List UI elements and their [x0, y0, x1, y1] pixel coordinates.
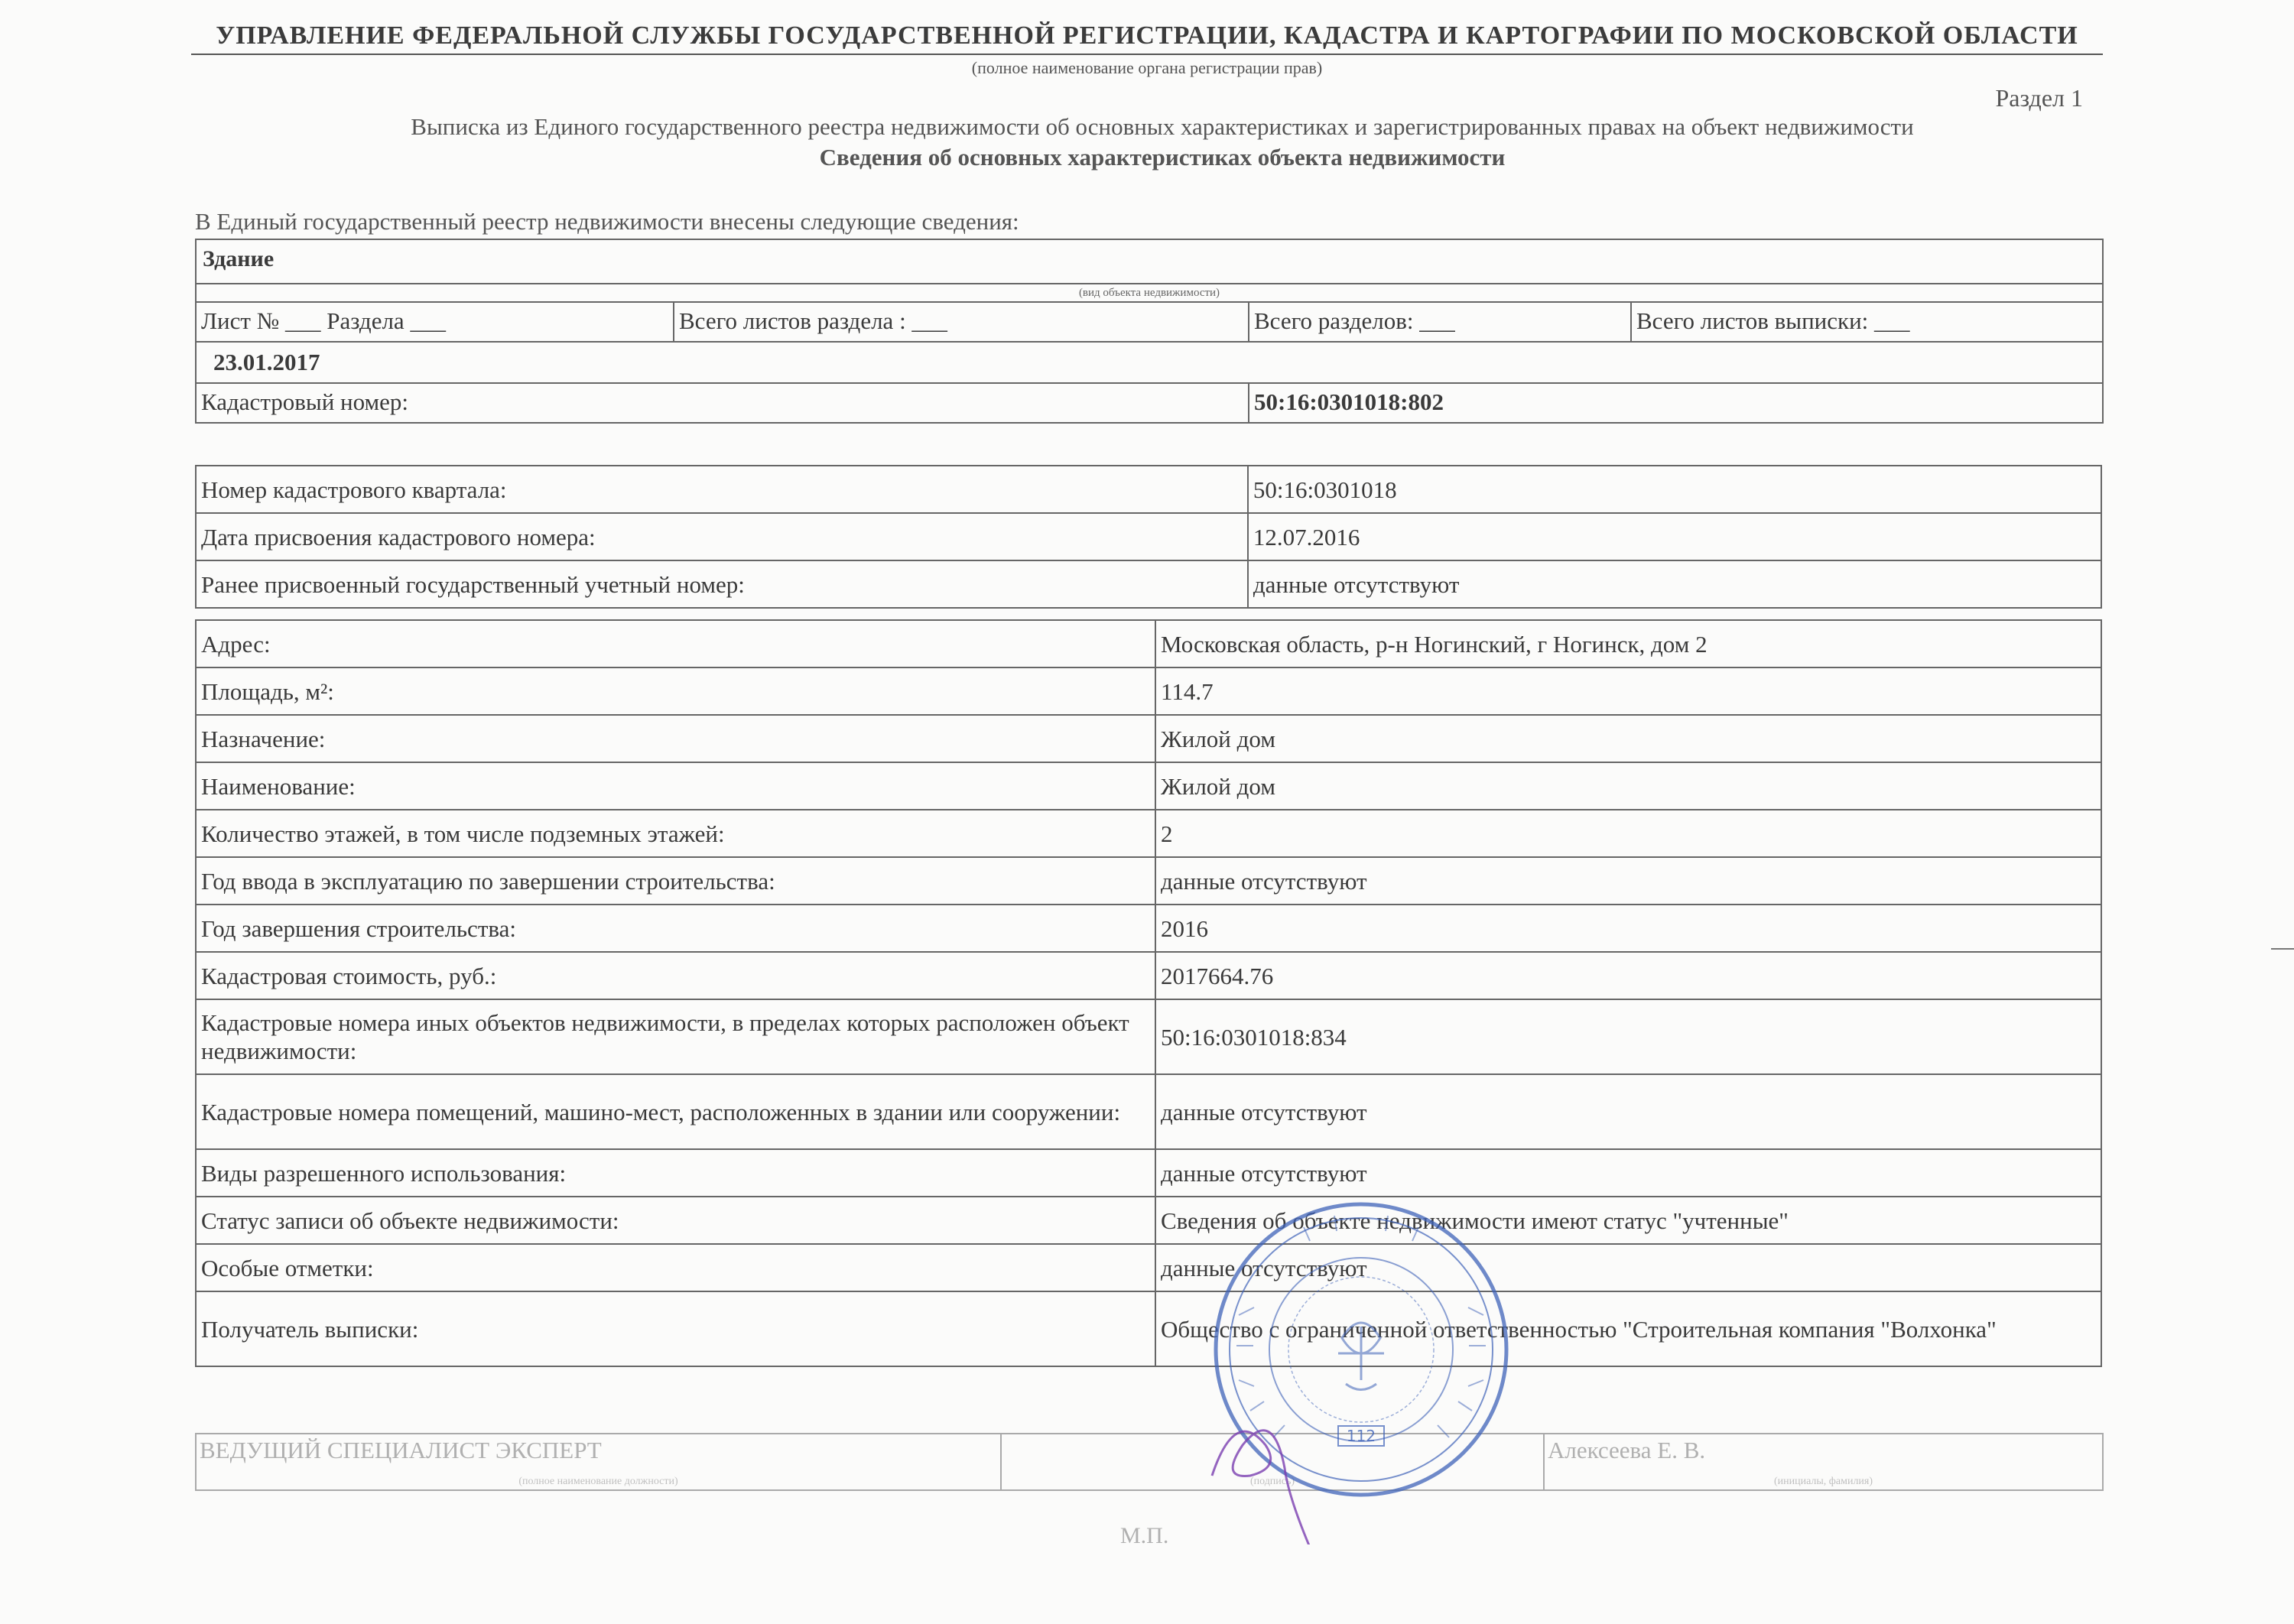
row-value: 12.07.2016	[1248, 513, 2101, 560]
row-value: данные отсутствуют	[1155, 857, 2101, 905]
table-row	[196, 715, 2101, 762]
total-extract-sheets: Всего листов выписки: ___	[1636, 307, 1910, 334]
row-value: данные отсутствуют	[1155, 1244, 2101, 1291]
registry-table	[195, 465, 2102, 609]
row-label: Особые отметки:	[196, 1244, 1155, 1291]
table-row	[196, 1197, 2101, 1244]
table-row	[196, 1244, 2101, 1291]
row-label: Назначение:	[196, 715, 1155, 762]
cadastral-number-value: 50:16:0301018:802	[1254, 388, 1444, 415]
table-row	[196, 810, 2101, 857]
row-label: Кадастровые номера помещений, машино-мест, расположенных в здании или сооружении:	[196, 1074, 1155, 1149]
intro-text: В Единый государственный реестр недвижимости внесены следующие сведения:	[195, 208, 1019, 235]
row-label: Номер кадастрового квартала:	[196, 466, 1248, 513]
object-type: Здание	[197, 240, 2102, 284]
row-value: 2016	[1155, 905, 2101, 952]
extract-title: Выписка из Единого государственного реестра недвижимости об основных характеристиках и зарегистрированных правах на объект недвижимости	[411, 113, 1914, 140]
table-row	[196, 1291, 2101, 1366]
table-row	[196, 999, 2101, 1074]
row-label: Виды разрешенного использования:	[196, 1149, 1155, 1197]
row-label: Площадь, м²:	[196, 667, 1155, 715]
row-label: Статус записи об объекте недвижимости:	[196, 1197, 1155, 1244]
row-label: Год ввода в эксплуатацию по завершении строительства:	[196, 857, 1155, 905]
table-row	[196, 620, 2101, 667]
row-label: Получатель выписки:	[196, 1291, 1155, 1366]
table-row	[196, 560, 2101, 608]
row-value: данные отсутствуют	[1155, 1149, 2101, 1197]
row-label: Кадастровая стоимость, руб.:	[196, 952, 1155, 999]
name-note: (инициалы, фамилия)	[1773, 1476, 1873, 1487]
cadastral-number-row	[197, 384, 2102, 422]
position-note: (полное наименование должности)	[518, 1476, 678, 1487]
sheet-number: Лист № ___ Раздела ___	[197, 303, 674, 341]
row-label: Ранее присвоенный государственный учетный номер:	[196, 560, 1248, 608]
table-row	[196, 905, 2101, 952]
name-cell	[1545, 1434, 2102, 1489]
row-label: Год завершения строительства:	[196, 905, 1155, 952]
row-label: Наименование:	[196, 762, 1155, 810]
official-seal	[1166, 1162, 1548, 1544]
row-value: Жилой дом	[1155, 762, 2101, 810]
row-value: 114.7	[1155, 667, 2101, 715]
seal-place-label: М.П.	[1120, 1523, 1169, 1548]
position-cell	[197, 1434, 1002, 1489]
row-value: 50:16:0301018:834	[1155, 999, 2101, 1074]
seal-number: 112	[1346, 1427, 1376, 1445]
scan-edge-mark	[2271, 948, 2294, 950]
total-sections: Всего разделов: ___	[1249, 303, 1632, 341]
row-label: Адрес:	[196, 620, 1155, 667]
row-value: 2	[1155, 810, 2101, 857]
signature-note: (подпись)	[1249, 1476, 1295, 1487]
extract-subtitle: Сведения об основных характеристиках объекта недвижимости	[819, 144, 1506, 171]
row-value: 50:16:0301018	[1248, 466, 2101, 513]
row-value: данные отсутствуют	[1248, 560, 2101, 608]
signature-block	[195, 1433, 2104, 1491]
row-value: Общество с ограниченной ответственностью "Строительная компания "Волхонка"	[1155, 1291, 2101, 1366]
table-row	[196, 466, 2101, 513]
row-label: Дата присвоения кадастрового номера:	[196, 513, 1248, 560]
table-row	[196, 667, 2101, 715]
row-value: Московская область, р-н Ногинский, г Ногинск, дом 2	[1155, 620, 2101, 667]
row-label: Количество этажей, в том числе подземных этажей:	[196, 810, 1155, 857]
table-row	[196, 1149, 2101, 1197]
section-label: Раздел 1	[1995, 84, 2083, 112]
characteristics-table	[195, 619, 2102, 1367]
table-row	[196, 762, 2101, 810]
table-row	[196, 857, 2101, 905]
row-value: 2017664.76	[1155, 952, 2101, 999]
organization-note: (полное наименование органа регистрации прав)	[971, 58, 1323, 77]
table-row	[196, 1074, 2101, 1149]
row-label: Кадастровые номера иных объектов недвижимости, в пределах которых расположен объект недвижимости:	[196, 999, 1155, 1074]
table-row	[196, 952, 2101, 999]
extract-date: 23.01.2017	[197, 343, 2102, 384]
row-value: Сведения об объекте недвижимости имеют статус "учтенные"	[1155, 1197, 2101, 1244]
organization-title: УПРАВЛЕНИЕ ФЕДЕРАЛЬНОЙ СЛУЖБЫ ГОСУДАРСТВЕННОЙ РЕГИСТРАЦИИ, КАДАСТРА И КАРТОГРАФИИ ПО МОСКОВСКОЙ ОБЛАСТИ	[191, 21, 2103, 55]
cadastral-number-label: Кадастровый номер:	[197, 384, 1249, 422]
object-header-block	[195, 239, 2104, 424]
section-sheets: Всего листов раздела : ___	[674, 303, 1249, 341]
signer-position: ВЕДУЩИЙ СПЕЦИАЛИСТ ЭКСПЕРТ	[200, 1437, 602, 1463]
object-type-note: (вид объекта недвижимости)	[197, 284, 2102, 303]
sheet-info-row	[197, 303, 2102, 343]
row-value: Жилой дом	[1155, 715, 2101, 762]
table-row	[196, 513, 2101, 560]
signer-name: Алексеева Е. В.	[1548, 1437, 1706, 1463]
row-value: данные отсутствуют	[1155, 1074, 2101, 1149]
